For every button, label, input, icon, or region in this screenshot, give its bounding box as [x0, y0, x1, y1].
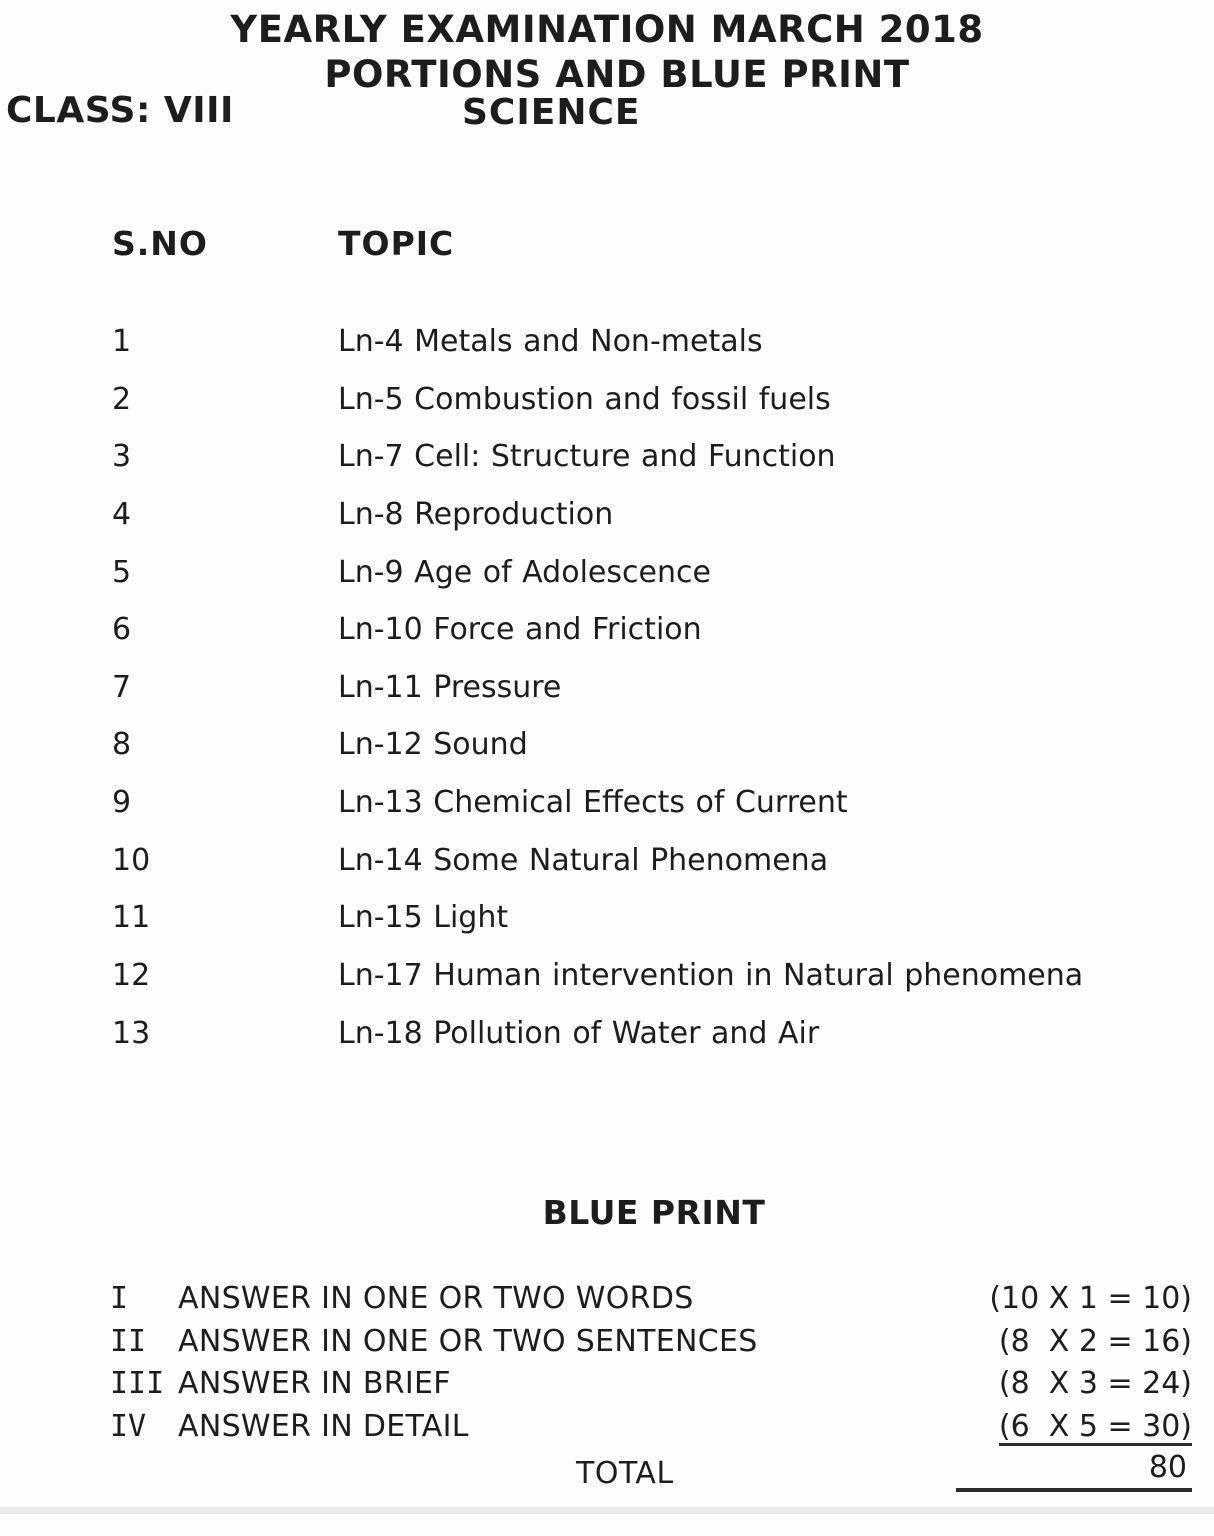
scan-artifact-band	[0, 1507, 1214, 1514]
blueprint-heading: BLUE PRINT	[542, 1193, 766, 1232]
row-topic: Ln-5 Combustion and fossil fuels	[338, 381, 831, 417]
class-label: CLASS: VIII	[6, 90, 234, 131]
exam-subtitle: PORTIONS AND BLUE PRINT	[324, 53, 910, 96]
table-row	[112, 326, 1194, 384]
row-sno: 12	[112, 958, 151, 994]
row-sno: 8	[112, 727, 132, 763]
blueprint-row	[110, 1323, 1192, 1369]
table-row	[112, 441, 1194, 499]
table-row	[112, 496, 1194, 557]
blueprint-table	[110, 1283, 1192, 1454]
blueprint-marks-text: (8 X 3 = 24)	[998, 1366, 1192, 1402]
row-sno: 13	[112, 1015, 151, 1051]
table-row	[112, 902, 1194, 960]
row-topic: Ln-8 Reproduction	[338, 496, 614, 532]
row-topic: Ln-11 Pressure	[338, 669, 562, 705]
row-topic: Ln-15 Light	[338, 900, 509, 936]
table-row	[112, 614, 1194, 672]
blueprint-label: ANSWER IN BRIEF	[178, 1366, 451, 1402]
portions-table-header	[112, 224, 1194, 263]
blueprint-label: ANSWER IN ONE OR TWO SENTENCES	[178, 1323, 758, 1359]
row-topic: Ln-10 Force and Friction	[338, 612, 702, 648]
blueprint-marks-text: (10 X 1 = 10)	[989, 1281, 1192, 1316]
exam-title: YEARLY EXAMINATION MARCH 2018	[230, 8, 984, 51]
subject-title: SCIENCE	[462, 92, 641, 133]
blueprint-marks	[998, 1323, 1192, 1369]
row-sno: 4	[112, 496, 132, 532]
portions-table	[112, 326, 1194, 1075]
row-sno: 1	[112, 324, 132, 359]
row-sno: 3	[112, 439, 132, 475]
row-topic: Ln-4 Metals and Non-metals	[338, 324, 763, 359]
table-row	[112, 787, 1194, 845]
blueprint-marks-text: (8 X 2 = 16)	[998, 1323, 1192, 1359]
table-row	[112, 729, 1194, 787]
total-underline	[956, 1488, 1192, 1492]
row-topic: Ln-9 Age of Adolescence	[338, 554, 711, 590]
table-row	[112, 381, 1194, 442]
row-topic: Ln-17 Human intervention in Natural phenomena	[338, 958, 1084, 994]
blueprint-numeral: II	[110, 1323, 147, 1359]
blueprint-numeral: III	[110, 1366, 165, 1402]
table-row	[112, 842, 1194, 903]
row-topic: Ln-12 Sound	[338, 727, 528, 763]
blueprint-marks	[999, 1368, 1192, 1411]
total-value: 80	[1148, 1450, 1187, 1485]
row-sno: 5	[112, 554, 132, 590]
row-sno: 7	[112, 669, 132, 705]
blueprint-row	[110, 1283, 1192, 1326]
row-sno: 6	[112, 612, 132, 648]
table-row	[112, 669, 1194, 730]
blueprint-label: ANSWER IN DETAIL	[178, 1409, 469, 1445]
blueprint-marks	[999, 1411, 1192, 1454]
blueprint-row	[110, 1411, 1192, 1454]
row-sno: 2	[112, 381, 132, 417]
blueprint-marks-text: (6 X 5 = 30)	[998, 1409, 1192, 1445]
row-topic: Ln-18 Pollution of Water and Air	[338, 1015, 820, 1051]
table-row	[112, 1015, 1194, 1076]
row-topic: Ln-14 Some Natural Phenomena	[338, 842, 829, 878]
row-topic: Ln-7 Cell: Structure and Function	[338, 439, 836, 475]
blueprint-label: ANSWER IN ONE OR TWO WORDS	[178, 1281, 694, 1316]
table-row	[112, 960, 1194, 1018]
blueprint-row	[110, 1368, 1192, 1411]
total-label: TOTAL	[576, 1456, 674, 1491]
column-header-sno: S.NO	[112, 224, 208, 263]
row-sno: 11	[112, 900, 151, 936]
blueprint-numeral: I	[110, 1281, 129, 1316]
row-sno: 9	[112, 785, 132, 821]
column-header-topic: TOPIC	[338, 224, 455, 263]
row-sno: 10	[112, 842, 151, 878]
row-topic: Ln-13 Chemical Effects of Current	[338, 785, 848, 821]
table-row	[112, 554, 1194, 615]
blueprint-numeral: IV	[110, 1409, 147, 1445]
blueprint-marks	[989, 1283, 1192, 1326]
